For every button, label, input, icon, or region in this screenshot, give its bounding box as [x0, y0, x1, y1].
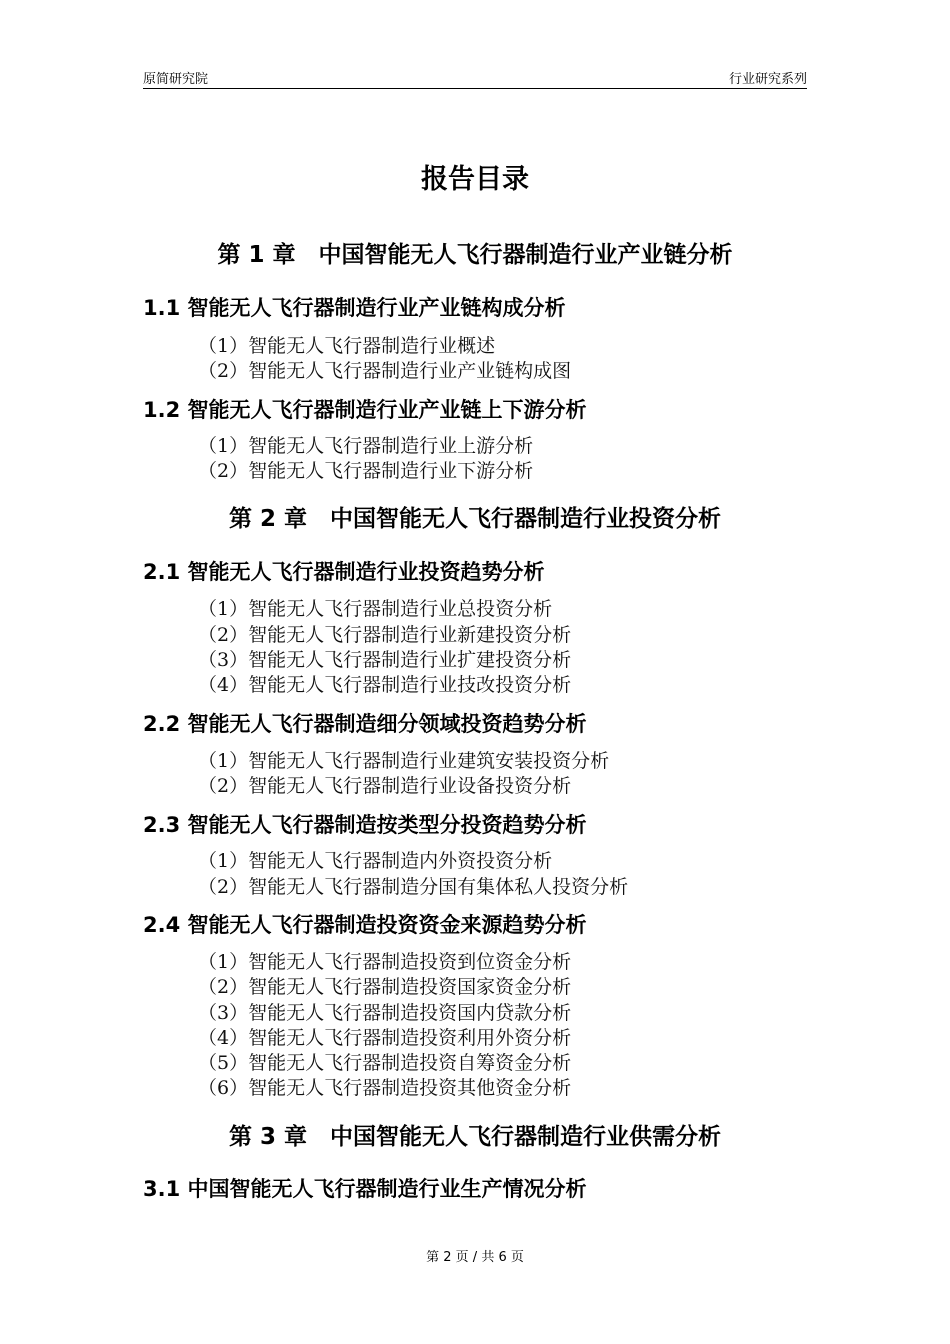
toc-item: （5）智能无人飞行器制造投资自筹资金分析	[198, 1052, 572, 1074]
toc-item: （2）智能无人飞行器制造行业新建投资分析	[198, 624, 572, 646]
chapter-heading: 第 2 章 中国智能无人飞行器制造行业投资分析	[228, 506, 722, 532]
section-heading: 1.1 智能无人飞行器制造行业产业链构成分析	[143, 296, 566, 320]
page-header	[143, 66, 807, 89]
toc-item: （2）智能无人飞行器制造行业产业链构成图	[198, 360, 572, 382]
toc-item: （2）智能无人飞行器制造分国有集体私人投资分析	[198, 876, 629, 898]
header-org: 原简研究院	[143, 72, 209, 87]
chapter-heading: 第 3 章 中国智能无人飞行器制造行业供需分析	[228, 1124, 722, 1150]
section-heading: 2.1 智能无人飞行器制造行业投资趋势分析	[143, 560, 545, 584]
section-heading: 2.4 智能无人飞行器制造投资资金来源趋势分析	[143, 913, 587, 937]
toc-item: （1）智能无人飞行器制造内外资投资分析	[198, 850, 553, 872]
section-heading: 2.3 智能无人飞行器制造按类型分投资趋势分析	[143, 813, 587, 837]
toc-item: （2）智能无人飞行器制造投资国家资金分析	[198, 976, 572, 998]
toc-item: （1）智能无人飞行器制造行业总投资分析	[198, 598, 553, 620]
toc-item: （6）智能无人飞行器制造投资其他资金分析	[198, 1077, 572, 1099]
page-number: 第 2 页 / 共 6 页	[426, 1250, 524, 1265]
toc-item: （4）智能无人飞行器制造行业技改投资分析	[198, 674, 572, 696]
toc-item: （2）智能无人飞行器制造行业下游分析	[198, 460, 534, 482]
toc-item: （1）智能无人飞行器制造行业建筑安装投资分析	[198, 750, 610, 772]
section-heading: 1.2 智能无人飞行器制造行业产业链上下游分析	[143, 398, 587, 422]
section-heading: 3.1 中国智能无人飞行器制造行业生产情况分析	[143, 1177, 587, 1201]
toc-item: （3）智能无人飞行器制造行业扩建投资分析	[198, 649, 572, 671]
toc-item: （3）智能无人飞行器制造投资国内贷款分析	[198, 1002, 572, 1024]
section-heading: 2.2 智能无人飞行器制造细分领域投资趋势分析	[143, 712, 587, 736]
chapter-heading: 第 1 章 中国智能无人飞行器制造行业产业链分析	[217, 242, 733, 268]
header-series: 行业研究系列	[728, 72, 807, 87]
page-title: 报告目录	[421, 164, 529, 195]
toc-item: （1）智能无人飞行器制造行业概述	[198, 335, 496, 357]
toc-item: （4）智能无人飞行器制造投资利用外资分析	[198, 1027, 572, 1049]
toc-item: （1）智能无人飞行器制造行业上游分析	[198, 435, 534, 457]
toc-item: （1）智能无人飞行器制造投资到位资金分析	[198, 951, 572, 973]
toc-item: （2）智能无人飞行器制造行业设备投资分析	[198, 775, 572, 797]
